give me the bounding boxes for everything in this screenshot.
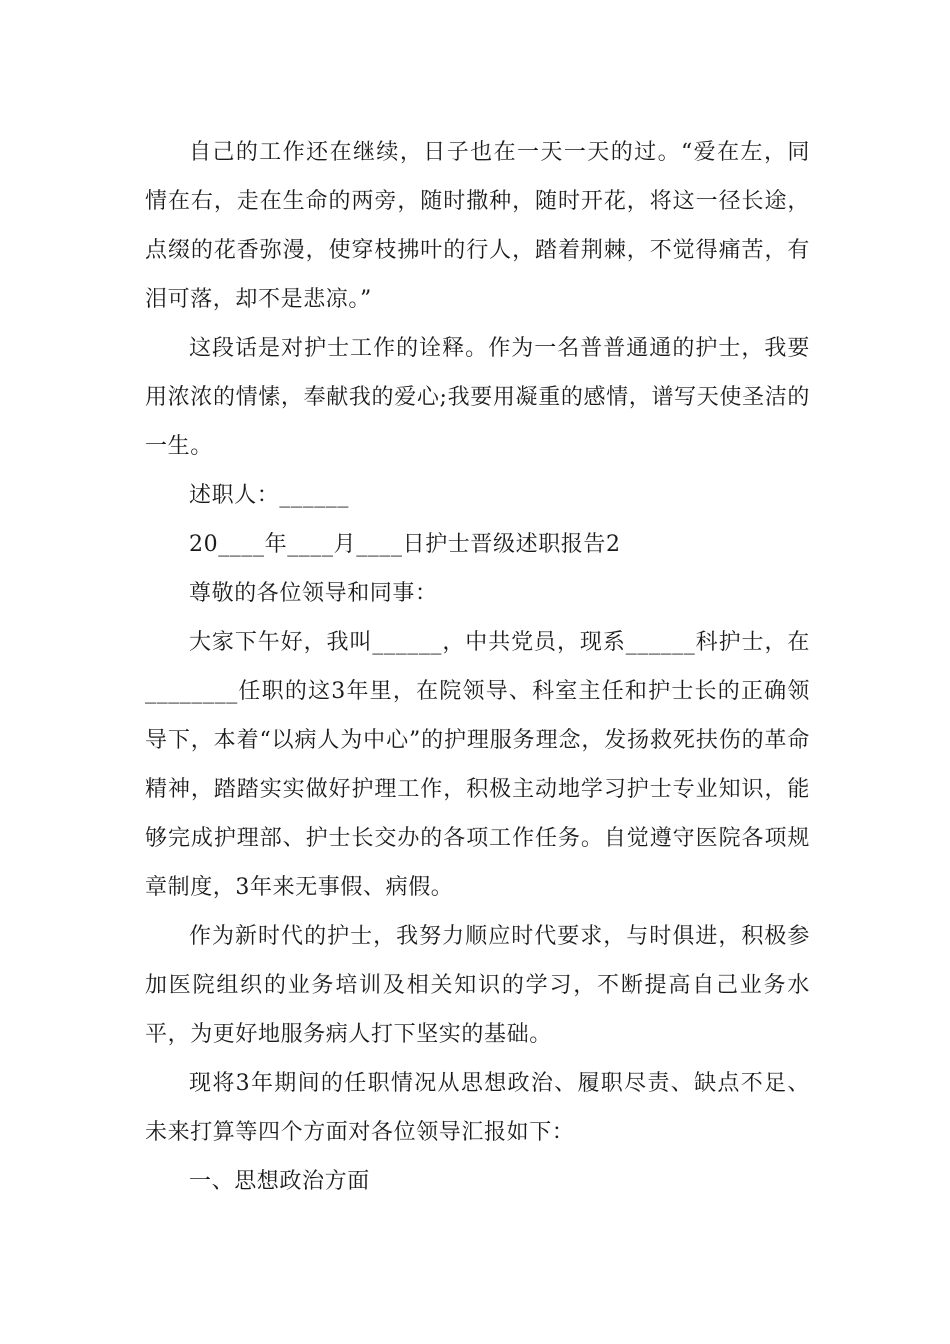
date-and-report-title: 20____年____月____日护士晋级述职报告2 bbox=[189, 532, 621, 557]
salutation: 尊敬的各位领导和同事： bbox=[189, 581, 438, 606]
paragraph-introduction: 大家下午好，我叫______，中共党员，现系______科护士，在________任职的这3年里，在院领导、科室主任和护士长的正确领导下，本着“以病人为中心”的护理服务理念，发扬救死扶伤的革命精神，踏踏实实做好护理工作，积极主动地学习护士专业知识，能够完成护理部、护士长交办的各项工作任务。自觉遵守医院各项规章制度，3年来无事假、病假。 bbox=[145, 630, 810, 900]
paragraph-training: 作为新时代的护士，我努力顺应时代要求，与时俱进，积极参加医院组织的业务培训及相关知识的学习，不断提高自己业务水平，为更好地服务病人打下坚实的基础。 bbox=[145, 924, 810, 1047]
document-body bbox=[145, 128, 810, 1206]
paragraph-overview: 现将3年期间的任职情况从思想政治、履职尽责、缺点不足、未来打算等四个方面对各位领导汇报如下： bbox=[145, 1071, 810, 1145]
section-heading-political: 一、思想政治方面 bbox=[189, 1169, 370, 1194]
paragraph-quote: 自己的工作还在继续，日子也在一天一天的过。“爱在左，同情在右，走在生命的两旁，随时撒种，随时开花，将这一径长途，点缀的花香弥漫，使穿枝拂叶的行人，踏着荆棘，不觉得痛苦，有泪可落，却不是悲凉。” bbox=[145, 140, 810, 312]
reporter-signature-line: 述职人：______ bbox=[189, 483, 350, 508]
paragraph-interpretation: 这段话是对护士工作的诠释。作为一名普普通通的护士，我要用浓浓的情愫，奉献我的爱心;我要用凝重的感情，谱写天使圣洁的一生。 bbox=[145, 336, 810, 459]
